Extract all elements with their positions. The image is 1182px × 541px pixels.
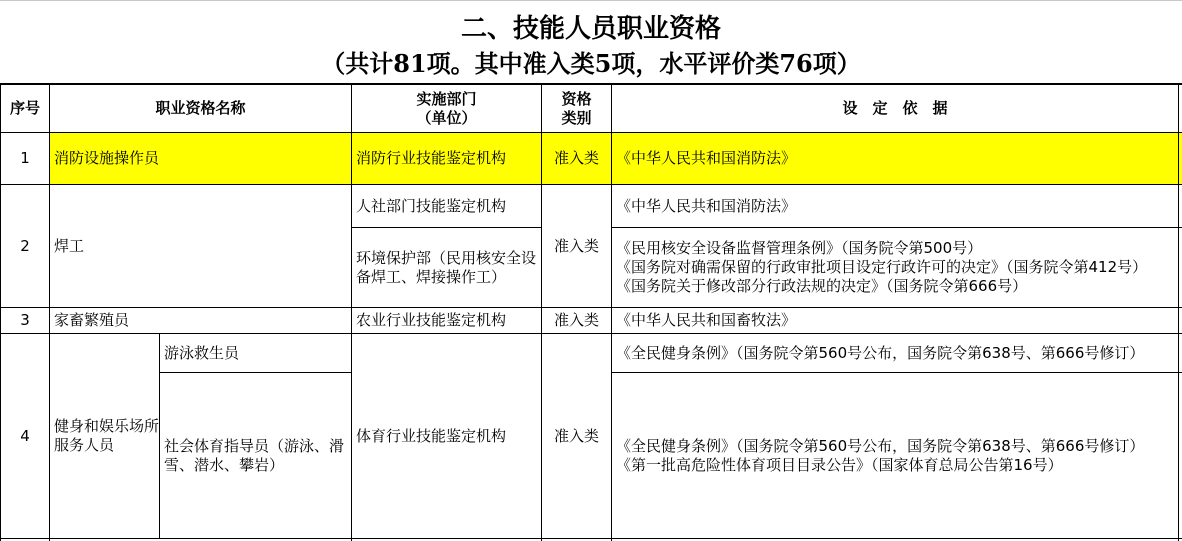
header-category <box>542 85 611 132</box>
row3-seq: 3 <box>20 311 30 329</box>
row4-dept: 体育行业技能鉴定机构 <box>356 426 507 445</box>
header-dept-line2: （单位） <box>416 108 477 127</box>
header-category-line1: 资格 <box>561 89 592 108</box>
row4-category: 准入类 <box>553 426 599 445</box>
header-dept-line1: 实施部门 <box>416 89 477 108</box>
row2-category: 准入类 <box>553 236 599 255</box>
row3-name: 家畜繁殖员 <box>54 311 130 329</box>
row2-seq: 2 <box>20 236 30 255</box>
header-name: 职业资格名称 <box>155 99 246 117</box>
row4-sub-a: 游泳救生员 <box>164 343 240 362</box>
row2-dept-a: 人社部门技能鉴定机构 <box>356 196 507 215</box>
sheet-subtitle: （共计81项。其中准入类5项，水平评价类76项） <box>321 49 861 78</box>
header-dept <box>352 85 541 132</box>
row1-dept: 消防行业技能鉴定机构 <box>356 149 507 167</box>
row2-basis-a: 《中华人民共和国消防法》 <box>616 196 797 215</box>
row4-name: 健身和娱乐场所服务人员 <box>54 417 160 454</box>
border <box>0 538 1182 539</box>
row2-name: 焊工 <box>54 236 85 255</box>
header-basis: 设 定 依 据 <box>842 99 948 117</box>
row4-sub-b: 社会体育指导员（游泳、滑雪、潜水、攀岩） <box>164 436 345 474</box>
row4-basis-a: 《全民健身条例》（国务院令第560号公布，国务院令第638号、第666号修订） <box>616 343 1145 362</box>
row1-category: 准入类 <box>553 149 599 167</box>
header-category-line2: 类别 <box>561 108 592 127</box>
row4-basis-b: 《全民健身条例》（国务院令第560号公布，国务院令第638号、第666号修订） 《第一批高危险性体育项目目录公告》（国家体育总局公告第16号） <box>616 436 1145 474</box>
row1-basis: 《中华人民共和国消防法》 <box>616 149 797 167</box>
row3-basis: 《中华人民共和国畜牧法》 <box>616 311 797 329</box>
border <box>1178 83 1179 541</box>
gridline <box>0 0 1182 1</box>
row2-basis-b: 《民用核安全设备监督管理条例》（国务院令第500号） 《国务院对确需保留的行政审批项目设定行政许可的决定》（国务院令第412号） 《国务院关于修改部分行政法规的决定》（国务院令第666号） <box>616 239 1148 295</box>
row4-seq: 4 <box>20 426 30 445</box>
row1-seq: 1 <box>20 149 30 167</box>
row3-dept: 农业行业技能鉴定机构 <box>356 311 507 329</box>
row2-dept-b: 环境保护部（民用核安全设备焊工、焊接操作工） <box>356 248 537 286</box>
header-seq: 序号 <box>9 99 40 117</box>
row1-name: 消防设施操作员 <box>54 149 160 167</box>
row3-category: 准入类 <box>553 311 599 329</box>
sheet-title: 二、技能人员职业资格 <box>460 14 721 44</box>
